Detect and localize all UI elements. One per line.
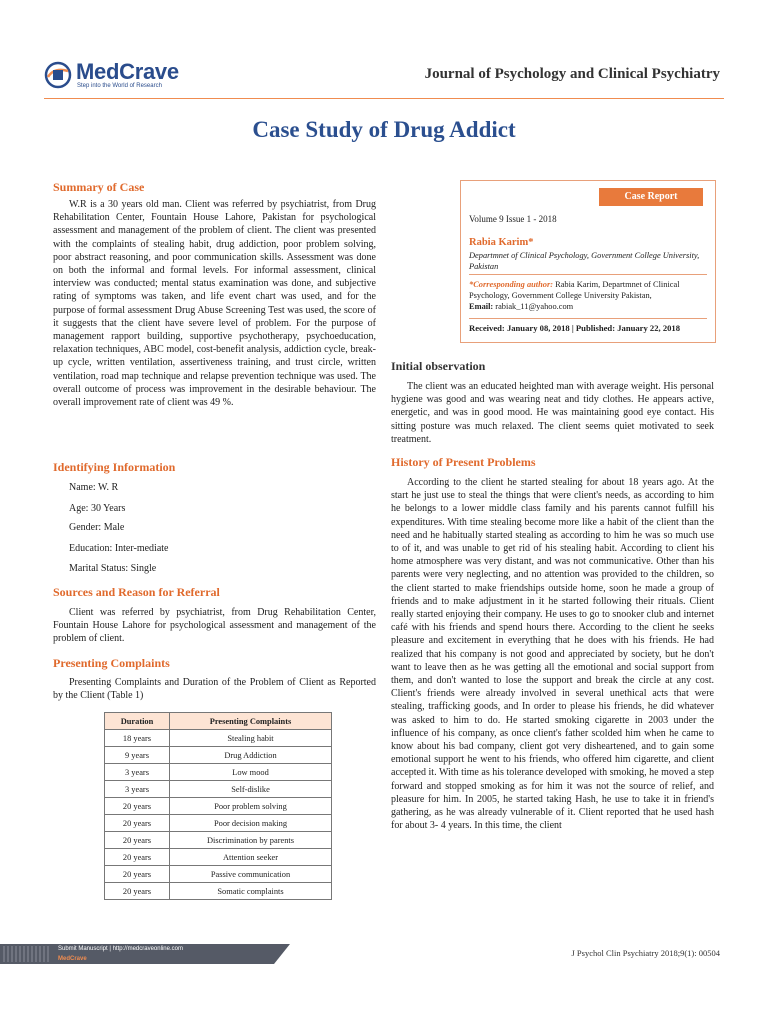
complaint-cell: Somatic complaints xyxy=(170,883,332,900)
identifying-heading: Identifying Information xyxy=(53,460,176,474)
duration-cell: 20 years xyxy=(105,832,170,849)
info-box-divider xyxy=(469,318,707,319)
sources-text: Client was referred by psychiatrist, from Drug Rehabilitation Center, Fountain House Lahore for psychological assessment and management of the problem of client. xyxy=(53,607,376,645)
complaint-cell: Poor decision making xyxy=(170,815,332,832)
identifying-gender: Gender: Male xyxy=(69,522,125,533)
submit-manuscript-link[interactable]: Submit Manuscript | http://medcraveonline.com xyxy=(58,946,183,952)
table-row xyxy=(105,883,332,900)
table-row xyxy=(105,747,332,764)
complaint-cell: Drug Addiction xyxy=(170,747,332,764)
identifying-marital-status: Marital Status: Single xyxy=(69,563,157,574)
author-name: Rabia Karim* xyxy=(469,237,534,248)
header-divider xyxy=(44,98,724,99)
complaint-cell: Attention seeker xyxy=(170,849,332,866)
table-header-complaints: Presenting Complaints xyxy=(170,713,332,730)
table-header-row xyxy=(105,713,332,730)
table-row xyxy=(105,798,332,815)
duration-cell: 20 years xyxy=(105,815,170,832)
volume-issue: Volume 9 Issue 1 - 2018 xyxy=(469,214,557,224)
corresponding-text: Rabia Karim, Departmnet of Clinical Psychology, Government College University Pakistan, xyxy=(469,280,680,300)
journal-title: Journal of Psychology and Clinical Psychiatry xyxy=(424,66,720,82)
complaint-cell: Discrimination by parents xyxy=(170,832,332,849)
table-row xyxy=(105,815,332,832)
logo-name: MedCrave xyxy=(76,59,179,84)
history-text: According to the client he started stealing for about 18 years ago. At the start he just use to steal the things that were client's needs, as according to him he belongs to a lower middle class family and his parents cannot fulfill his expenditures. With time stealing become more like a habit of the client than the need and he habitually started stealing as according to him he was so much use to of it, and was unable to get rid of his stealing habit. According to client his home atmosphere was very distant, and was not communicative. Other than his parents were very neglecting, and no attention was provided to the children, so the client started to make friendships outside home, soon he made a group of friends and to make adjustment in it he started following their rituals. Client really started enjoying their company. He uses to go to snooker club and internet café with his friends and spend hours there. According to the client he seeks pleasure and excitement in everything that he does with his friends. He had realized that his company is not good and appreciated by society, but he don't want to leave then as he was getting all the emotional and social support from them, and don't wanted to lose the support and break the circle at any cost. Client's friends were already involved in several unethical acts that were stealing, trafficking goods, and In order to please his friends, he did whatever was asked to him to do. He started smoking cigarette in 2003 under the influence of his company, as once client's father scolded him when he came to know about his bad company, client got very disheartened, and to gain some emotional support he went to his friends, who offered him cigarette, and client accepted it. With time as his tolerance developed with smoking, he moved a step forward and stopped smoking as for him it was not the source of relief, and pleasure for him. In 2005, he started taking Hash, he use to take it in friend's gathering, as he was already vulnerable of it. Client reported that he used hash for about 3- 4 years. In this time, the client xyxy=(391,477,714,832)
complaints-text: Presenting Complaints and Duration of the Problem of Client as Reported by the Client (Table 1) xyxy=(53,677,376,702)
duration-cell: 20 years xyxy=(105,849,170,866)
logo-tagline: Step into the World of Research xyxy=(77,83,162,89)
duration-cell: 3 years xyxy=(105,764,170,781)
identifying-name: Name: W. R xyxy=(69,482,119,493)
author-email[interactable]: rabiak_11@yahoo.com xyxy=(493,302,574,311)
table-row xyxy=(105,764,332,781)
table-row xyxy=(105,832,332,849)
sources-heading: Sources and Reason for Referral xyxy=(53,585,220,599)
complaint-cell: Passive communication xyxy=(170,866,332,883)
summary-text: W.R is a 30 years old man. Client was referred by psychiatrist, from Drug Rehabilitation Center, Fountain House Lahore, Pakistan for psychological assessment and management of the problem of client. The client was presented with the complaints of stealing habit, drug addiction, poor problem solving, poor abstract reasoning, and poor communication skills. Assessment was done on both the informal and formal levels. For informal assessment, clinical interview was conducted; mental status examination was done, and subjective rating of symptoms was taken, and life event chart was used, and for the purpose of formal assessment Drug Abuse Screening Test was used, the score of it suggests that the client have severe level of problem. For the purpose of management rapport building, supportive psychotherapy, psychoeducation, relaxation techniques, ABC model, cost-benefit analysis, addiction cycle, break-up cycle, written ventilation, assertiveness training, and trust circle, written ventilation, road map technique and relapse prevention technique was used. The overall outcome of process was improvement in the desirable behaviour. The overall improvement rate of client was 49 %. xyxy=(53,199,376,409)
complaint-cell: Poor problem solving xyxy=(170,798,332,815)
corresponding-author xyxy=(469,279,709,312)
duration-cell: 3 years xyxy=(105,781,170,798)
medcrave-logo xyxy=(44,58,204,94)
article-dates: Received: January 08, 2018 | Published: January 22, 2018 xyxy=(469,323,681,333)
duration-cell: 20 years xyxy=(105,866,170,883)
case-report-badge: Case Report xyxy=(599,188,703,206)
table-row xyxy=(105,849,332,866)
table-row xyxy=(105,866,332,883)
corresponding-label: *Corresponding author: xyxy=(469,280,554,289)
complaint-cell: Stealing habit xyxy=(170,730,332,747)
identifying-education: Education: Inter-mediate xyxy=(69,543,169,554)
footer-brand: MedCrave xyxy=(58,956,87,962)
duration-cell: 18 years xyxy=(105,730,170,747)
complaint-cell: Low mood xyxy=(170,764,332,781)
summary-heading: Summary of Case xyxy=(53,180,145,194)
citation: J Psychol Clin Psychiatry 2018;9(1): 00504 xyxy=(571,948,720,958)
complaints-table xyxy=(104,712,332,900)
identifying-age: Age: 30 Years xyxy=(69,503,126,514)
article-title: Case Study of Drug Addict xyxy=(252,117,516,142)
article-info-box xyxy=(460,180,716,343)
duration-cell: 20 years xyxy=(105,883,170,900)
email-label: Email: xyxy=(469,302,494,311)
table-row xyxy=(105,730,332,747)
duration-cell: 20 years xyxy=(105,798,170,815)
info-box-divider xyxy=(469,274,707,275)
history-heading: History of Present Problems xyxy=(391,455,536,469)
complaints-heading: Presenting Complaints xyxy=(53,656,170,670)
table-header-duration: Duration xyxy=(105,713,170,730)
author-affiliation: Departmnet of Clinical Psychology, Government College University, Pakistan xyxy=(469,251,700,271)
table-row xyxy=(105,781,332,798)
complaint-cell: Self-dislike xyxy=(170,781,332,798)
medcrave-globe-icon xyxy=(44,61,72,89)
duration-cell: 9 years xyxy=(105,747,170,764)
initial-observation-text: The client was an educated heighted man with average weight. His personal hygiene was good and was wearing neat and tidy clothes. He appears active, energetic, and was in good mood. He was maintaining good eye contact. His sitting posture was much relaxed. The client seems quiet motivated to seek treatment. xyxy=(391,381,714,445)
initial-observation-heading: Initial observation xyxy=(391,359,486,373)
